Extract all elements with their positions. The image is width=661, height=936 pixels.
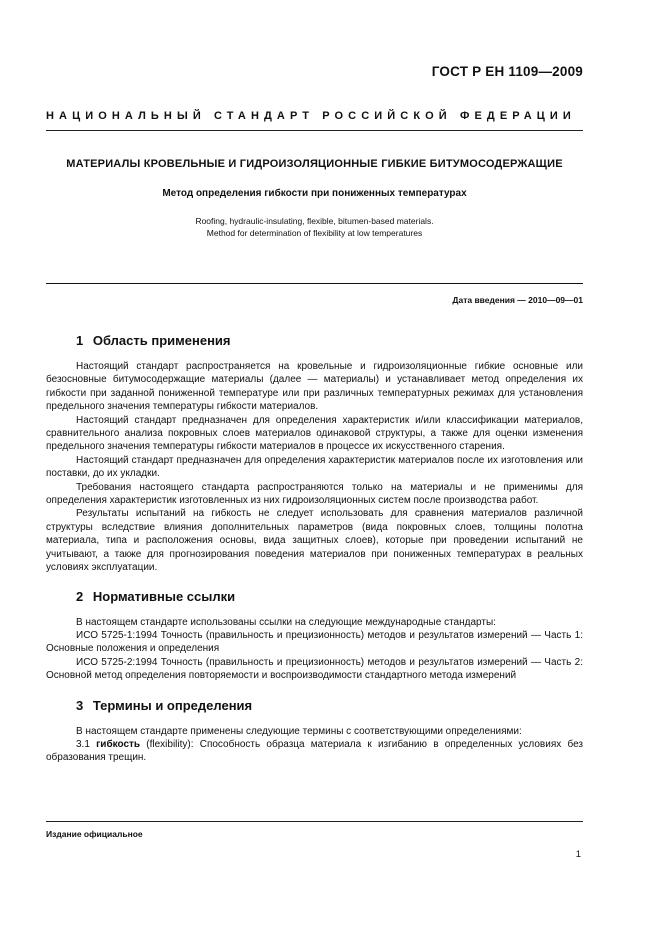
page-number: 1 — [575, 849, 581, 860]
english-title-line-1: Roofing, hydraulic-insulating, flexible, bitumen-based materials. — [195, 216, 434, 226]
section-2-title: Нормативные ссылки — [92, 588, 236, 604]
divider-bottom — [46, 821, 583, 822]
section-2-heading — [76, 589, 583, 605]
section-2-paragraph: ИСО 5725-2:1994 Точность (правильность и прецизионность) методов и результатов измерений — Часть 2: Основной метод определения повторяемости и воспроизводимости стандартного метода измерений — [46, 656, 583, 682]
section-2-number: 2 — [76, 588, 84, 604]
national-standard-heading: НАЦИОНАЛЬНЫЙ СТАНДАРТ РОССИЙСКОЙ ФЕДЕРАЦИИ — [46, 110, 576, 122]
term-name: гибкость — [96, 738, 141, 750]
section-2-paragraph: В настоящем стандарте использованы ссылки на следующие международные стандарты: — [76, 616, 496, 628]
document-body — [46, 333, 583, 765]
section-1-paragraph: Результаты испытаний на гибкость не следует использовать для сравнения материалов различной структуры вследствие влияния дополнительных параметров (вида покровных слоев, толщины полотна материала, типа и расположения основы, вида защитных слоев), которые при проведении испытаний не учитывают, а также для прогнозирования поведения материалов при пониженных температурах в реальных условиях эксплуатации. — [46, 508, 583, 574]
divider-top — [46, 130, 583, 131]
section-3-number: 3 — [76, 697, 84, 713]
document-subtitle: Метод определения гибкости при пониженных температурах — [162, 188, 467, 199]
term-text: (flexibility): Способность образца материала к изгибанию в определенных условиях без образования трещин. — [46, 738, 584, 764]
section-1-paragraph: Настоящий стандарт распространяется на кровельные и гидроизоляционные гибкие основные или безосновные битумосодержащие материалы (далее — материалы) и устанавливает метод определения их гибкости при заданной пониженной температуре или при различных температурных режимах для установления предельного значения температуры гибкости материалов. — [46, 361, 583, 413]
gost-code: ГОСТ Р ЕН 1109—2009 — [431, 64, 583, 79]
document-title: МАТЕРИАЛЫ КРОВЕЛЬНЫЕ И ГИДРОИЗОЛЯЦИОННЫЕ ГИБКИЕ БИТУМОСОДЕРЖАЩИЕ — [66, 158, 563, 170]
section-3-intro: В настоящем стандарте применены следующие термины с соответствующими определениями: — [76, 725, 522, 737]
section-1-paragraph: Требования настоящего стандарта распространяются только на материалы и не применимы для определения характеристик изготовленных из них гидроизоляционных систем после производства работ. — [46, 481, 583, 507]
term-number: 3.1 — [76, 738, 90, 750]
official-edition-label: Издание официальное — [46, 829, 143, 839]
section-1-paragraph: Настоящий стандарт предназначен для определения характеристик материалов после их изготовления или поставки, до их укладки. — [46, 454, 583, 480]
english-title — [46, 215, 583, 239]
section-2-paragraph: ИСО 5725-1:1994 Точность (правильность и прецизионность) методов и результатов измерений — Часть 1: Основные положения и определения — [46, 629, 583, 655]
section-3-heading — [76, 698, 583, 714]
english-title-line-2: Method for determination of flexibility at low temperatures — [206, 228, 423, 238]
section-1-number: 1 — [76, 333, 84, 348]
term-definition — [46, 738, 583, 765]
section-1-paragraph: Настоящий стандарт предназначен для определения характеристик и/или классификации материалов, сравнительного анализа покровных слоев материалов одинаковой структуры, а также для оценки изменения предельного значения температуры гибкости материалов в процессе их искусственного старения. — [46, 414, 583, 453]
section-3-title: Термины и определения — [92, 697, 253, 713]
divider-middle — [46, 283, 583, 284]
introduction-date: Дата введения — 2010—09—01 — [452, 295, 583, 305]
section-1-title: Область применения — [92, 333, 231, 348]
section-1-heading — [76, 333, 583, 349]
